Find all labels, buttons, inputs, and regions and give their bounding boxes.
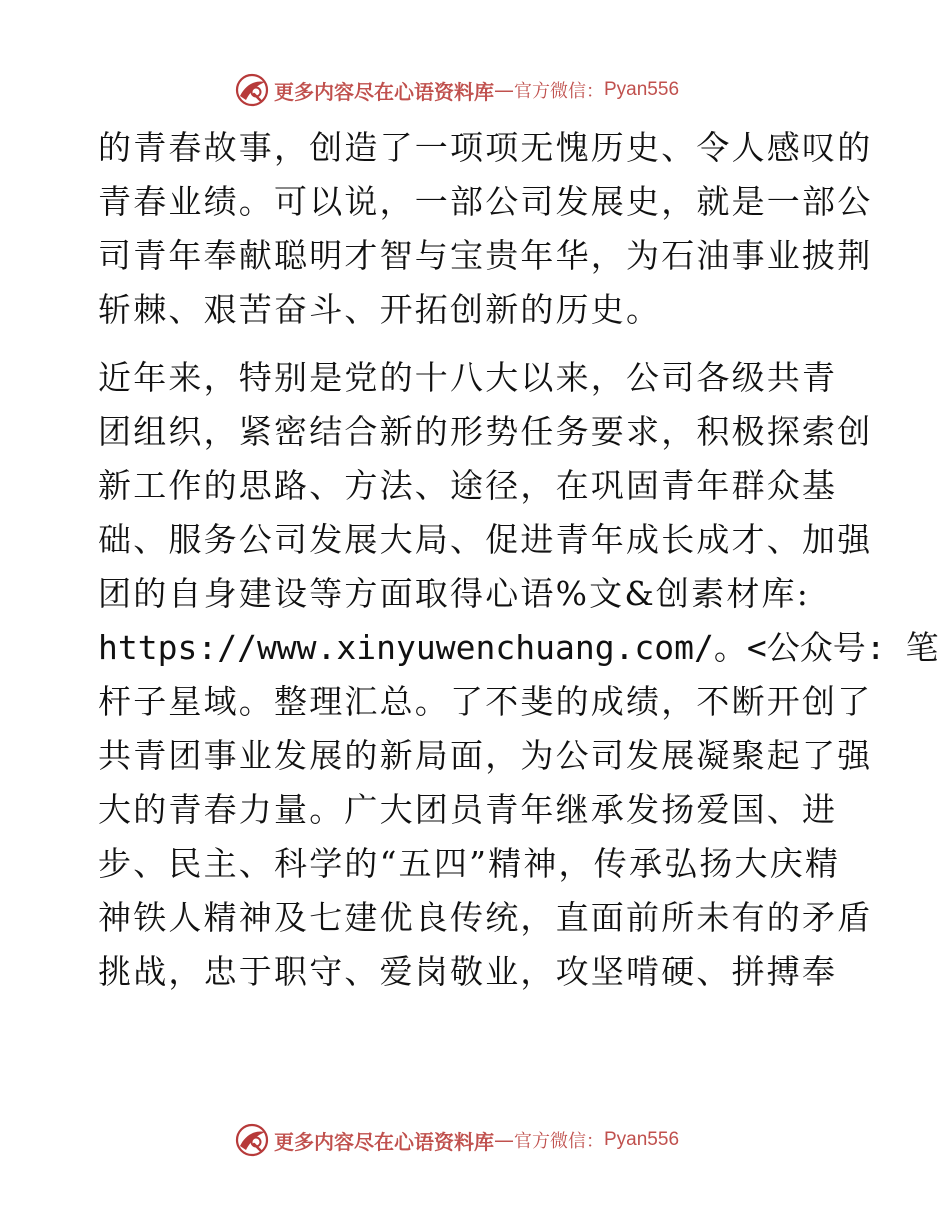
text-line: 团的自身建设等方面取得心语%文&创素材库: xyxy=(98,574,811,613)
brand-logo-icon xyxy=(234,1122,270,1158)
text-line: 近年来，特别是党的十八大以来，公司各级共青 xyxy=(98,358,838,397)
header-site-name: 更多内容尽在心语资料库 xyxy=(274,79,494,104)
text-line: 共青团事业发展的新局面，为公司发展凝聚起了强 xyxy=(98,736,873,775)
paragraph xyxy=(98,351,939,999)
header-wechat-label: 官方微信： xyxy=(514,81,604,102)
text-line: 础、服务公司发展大局、促进青年成长成才、加强 xyxy=(98,520,873,559)
text-line: 斩棘、艰苦奋斗、开拓创新的历史。 xyxy=(98,290,662,329)
paragraph xyxy=(98,121,873,337)
brand-logo-icon xyxy=(234,72,270,108)
text-line: 步、民主、科学的“五四”精神，传承弘扬大庆精 xyxy=(98,844,841,883)
paragraph-spacer xyxy=(98,337,858,351)
text-line: 挑战，忠于职守、爱岗敬业，攻坚啃硬、拼搏奉 xyxy=(98,952,838,991)
footer-wechat-label: 官方微信： xyxy=(514,1131,604,1152)
footer-site-name: 更多内容尽在心语资料库 xyxy=(274,1129,494,1154)
header-separator: — xyxy=(494,78,514,102)
text-line: 大的青春力量。广大团员青年继承发扬爱国、进 xyxy=(98,790,838,829)
footer-wechat-id: Pyan556 xyxy=(604,1129,680,1150)
text-line: 的青春故事，创造了一项项无愧历史、令人感叹的 xyxy=(98,128,873,167)
header-wechat-id: Pyan556 xyxy=(604,79,680,100)
header-banner xyxy=(234,72,679,108)
text-line: 青春业绩。可以说，一部公司发展史，就是一部公 xyxy=(98,182,873,221)
text-line: 神铁人精神及七建优良传统，直面前所未有的矛盾 xyxy=(98,898,873,937)
text-line-url: https://www.xinyuwenchuang.com/。<公众号: 笔 xyxy=(98,628,939,667)
text-line: 司青年奉献聪明才智与宝贵年华，为石油事业披荆 xyxy=(98,236,873,275)
text-line: 团组织，紧密结合新的形势任务要求，积极探索创 xyxy=(98,412,873,451)
footer-separator: — xyxy=(494,1128,514,1152)
text-line: 新工作的思路、方法、途径，在巩固青年群众基 xyxy=(98,466,838,505)
text-line: 杆子星域。整理汇总。了不斐的成绩，不断开创了 xyxy=(98,682,873,721)
footer-banner xyxy=(234,1122,679,1158)
document-body xyxy=(98,121,939,999)
